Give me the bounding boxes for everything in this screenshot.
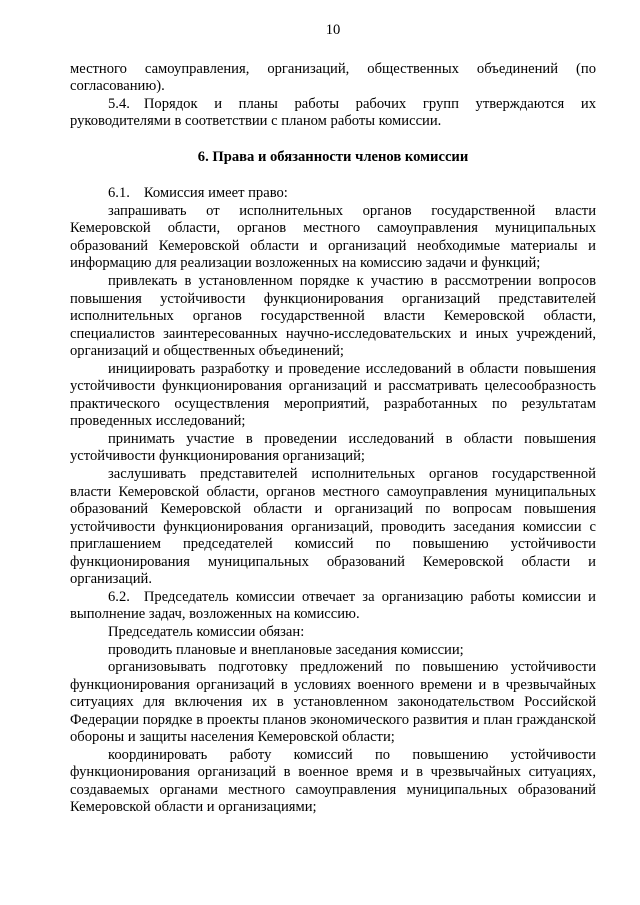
- paragraph-text: запрашивать от исполнительных органов государственной власти Кемеровской области, органов местного самоуправления муниципальных образований Кемеровской области и организаций необходимые материалы и информацию для реализации возложенных на комиссию задачи и функций;: [70, 202, 596, 272]
- paragraph: [70, 589, 596, 624]
- section-5-continuation: [70, 61, 596, 131]
- paragraph-text: Комиссия имеет право:: [143, 185, 288, 202]
- clause-number: 6.1.: [108, 185, 130, 202]
- paragraph-text: организовывать подготовку предложений по повышению устойчивости функционирования организаций в условиях военного времени и в чрезвычайных ситуациях для включения их в установленном законодательством Российской Федерации порядке в проекты планов экономического развития и план гражданской обороны и защиты населения Кемеровской области;: [70, 659, 596, 746]
- paragraph: [70, 273, 596, 361]
- document-page: [70, 22, 596, 817]
- paragraph-text: принимать участие в проведении исследований в области повышения устойчивости функционирования организаций;: [70, 430, 596, 465]
- paragraph-text: координировать работу комиссий по повышению устойчивости функционирования организаций в военное время и в чрезвычайных ситуациях, создаваемых органами местного самоуправления муниципальных образований Кемеровской области и организациями;: [70, 746, 596, 816]
- paragraph: [70, 642, 596, 660]
- paragraph-text: Порядок и планы работы рабочих групп утверждаются их руководителями в соответствии с планом работы комиссии.: [70, 95, 596, 130]
- paragraph-text: инициировать разработку и проведение исследований в области повышения устойчивости функционирования организаций и рассматривать целесообразность практического осуществления мероприятий, разработанных по результатам проведенных исследований;: [70, 360, 596, 430]
- paragraph-text: проводить плановые и внеплановые заседания комиссии;: [108, 641, 464, 658]
- paragraph: [70, 624, 596, 642]
- paragraph: [70, 747, 596, 817]
- paragraph-text: Председатель комиссии обязан:: [108, 623, 305, 640]
- clause-number: 6.2.: [108, 588, 130, 605]
- section-6-body: [70, 185, 596, 817]
- section-heading: 6. Права и обязанности членов комиссии: [197, 148, 469, 165]
- paragraph: [70, 659, 596, 747]
- paragraph: [70, 431, 596, 466]
- paragraph: [70, 361, 596, 431]
- paragraph: [70, 96, 596, 131]
- paragraph: [70, 61, 596, 96]
- paragraph: [70, 185, 596, 203]
- paragraph-text: привлекать в установленном порядке к участию в рассмотрении вопросов повышения устойчивости функционирования организаций представителей исполнительных органов государственной власти Кемеровской области, специалистов заинтересованных научно-исследовательских и иных учреждений, организаций и общественных объединений;: [70, 273, 596, 360]
- clause-number: 5.4.: [108, 95, 130, 112]
- paragraph-text: местного самоуправления, организаций, общественных объединений (по согласованию).: [70, 60, 596, 95]
- paragraph-text: Председатель комиссии отвечает за организацию работы комиссии и выполнение задач, возложенных на комиссию.: [70, 588, 596, 623]
- paragraph: [70, 466, 596, 589]
- page-number: 10: [325, 22, 341, 38]
- paragraph-text: заслушивать представителей исполнительных органов государственной власти Кемеровской области, органов местного самоуправления муниципальных образований Кемеровской области и организаций по вопросам повышения устойчивости функционирования организаций, проводить заседания комиссии с приглашением председателей комиссий по повышению устойчивости функционирования муниципальных образований Кемеровской области и организаций.: [70, 466, 596, 588]
- paragraph: [70, 203, 596, 273]
